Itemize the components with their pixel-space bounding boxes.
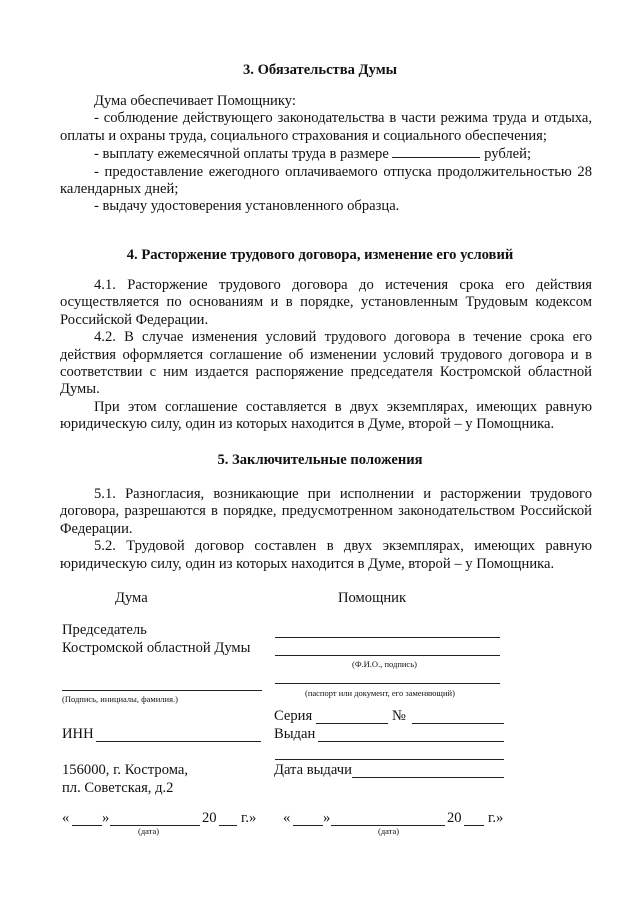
section4-p2: 4.2. В случае изменения условий трудового договора в течение срока его действия оформляется соглашение об изменении условий трудового договора и в соответствии с ним издается распоряжение председателя Костромской областной Думы. bbox=[60, 329, 592, 398]
chair-org: Костромской областной Думы bbox=[62, 640, 251, 656]
sign-caption: (Подпись, инициалы, фамилия.) bbox=[62, 694, 178, 704]
section3-item3: - предоставление ежегодного оплачиваемого отпуска продолжительностью 28 календарных дней; bbox=[60, 163, 592, 198]
right-date-year-prefix: 20 bbox=[447, 810, 462, 826]
left-date-caption: (дата) bbox=[138, 826, 160, 836]
right-date-caption: (дата) bbox=[378, 826, 400, 836]
section3-item2-text: - выплату ежемесячной оплаты труда в размере bbox=[94, 146, 389, 163]
section5-p1: 5.1. Разногласия, возникающие при исполнении и расторжении трудового договора, разрешаются в порядке, предусмотренном законодательством Российской Федерации. bbox=[60, 486, 592, 537]
duma-header: Дума bbox=[115, 590, 148, 606]
inn-field bbox=[96, 741, 261, 742]
passport-line bbox=[275, 683, 500, 684]
left-date-open-quote: « bbox=[62, 810, 70, 826]
section4-p1: 4.1. Расторжение трудового договора до истечения срока его действия осуществляется по основаниям и в порядке, установленным Трудовым кодексом Российской Федерации. bbox=[60, 277, 592, 328]
right-date-year-field bbox=[464, 825, 484, 826]
section3-item4: - выдачу удостоверения установленного образца. bbox=[94, 198, 400, 215]
address-line2: пл. Советская, д.2 bbox=[62, 780, 174, 796]
left-date-close-quote: » bbox=[102, 810, 110, 826]
section3-item2 bbox=[60, 145, 592, 163]
issue-date-label: Дата выдачи bbox=[274, 762, 352, 778]
left-date-year-suffix: г.» bbox=[241, 810, 257, 826]
right-date-day-field bbox=[293, 825, 323, 826]
assistant-signature-line2 bbox=[275, 655, 500, 656]
right-date-close-quote: » bbox=[323, 810, 331, 826]
assistant-header: Помощник bbox=[338, 590, 407, 606]
section4-p3: При этом соглашение составляется в двух экземплярах, имеющих равную юридическую силу, один из которых находится в Думе, второй – у Помощника. bbox=[60, 398, 592, 433]
passport-caption: (паспорт или документ, его заменяющий) bbox=[305, 688, 455, 698]
issued-field bbox=[318, 741, 504, 742]
series-label: Серия bbox=[274, 708, 313, 724]
assistant-signature-line1 bbox=[275, 637, 500, 638]
number-field bbox=[412, 723, 504, 724]
section5-body bbox=[60, 486, 592, 573]
section3-item2-unit: рублей; bbox=[484, 146, 532, 163]
issued-label: Выдан bbox=[274, 726, 316, 742]
section3-body bbox=[60, 93, 592, 216]
section3-intro: Дума обеспечивает Помощнику: bbox=[94, 93, 296, 109]
salary-blank bbox=[392, 145, 480, 158]
section4-body bbox=[60, 277, 592, 434]
chair-signature-line bbox=[62, 690, 262, 691]
left-date-day-field bbox=[72, 825, 102, 826]
issued-field-extra bbox=[275, 759, 504, 760]
address-line1: 156000, г. Кострома, bbox=[62, 762, 188, 778]
section3-item1: - соблюдение действующего законодательства в части режима труда и отдыха, оплаты и охраны труда, социального страхования и социального обеспечения; bbox=[60, 110, 592, 144]
fio-caption: (Ф.И.О., подпись) bbox=[352, 659, 417, 669]
left-date-year-prefix: 20 bbox=[202, 810, 217, 826]
inn-label: ИНН bbox=[62, 726, 94, 742]
section4-title: 4. Расторжение трудового договора, изменение его условий bbox=[126, 247, 514, 263]
right-date-year-suffix: г.» bbox=[488, 810, 504, 826]
issue-date-field bbox=[352, 777, 504, 778]
left-date-year-field bbox=[219, 825, 237, 826]
right-date-open-quote: « bbox=[283, 810, 291, 826]
series-field bbox=[316, 723, 388, 724]
chair-title: Председатель bbox=[62, 622, 147, 638]
section5-title: 5. Заключительные положения bbox=[217, 452, 423, 468]
section5-p2: 5.2. Трудовой договор составлен в двух экземплярах, имеющих равную юридическую силу, один из которых находится в Думе, второй – у Помощника. bbox=[60, 538, 592, 572]
section3-title: 3. Обязательства Думы bbox=[242, 62, 398, 78]
number-label: № bbox=[392, 708, 406, 724]
